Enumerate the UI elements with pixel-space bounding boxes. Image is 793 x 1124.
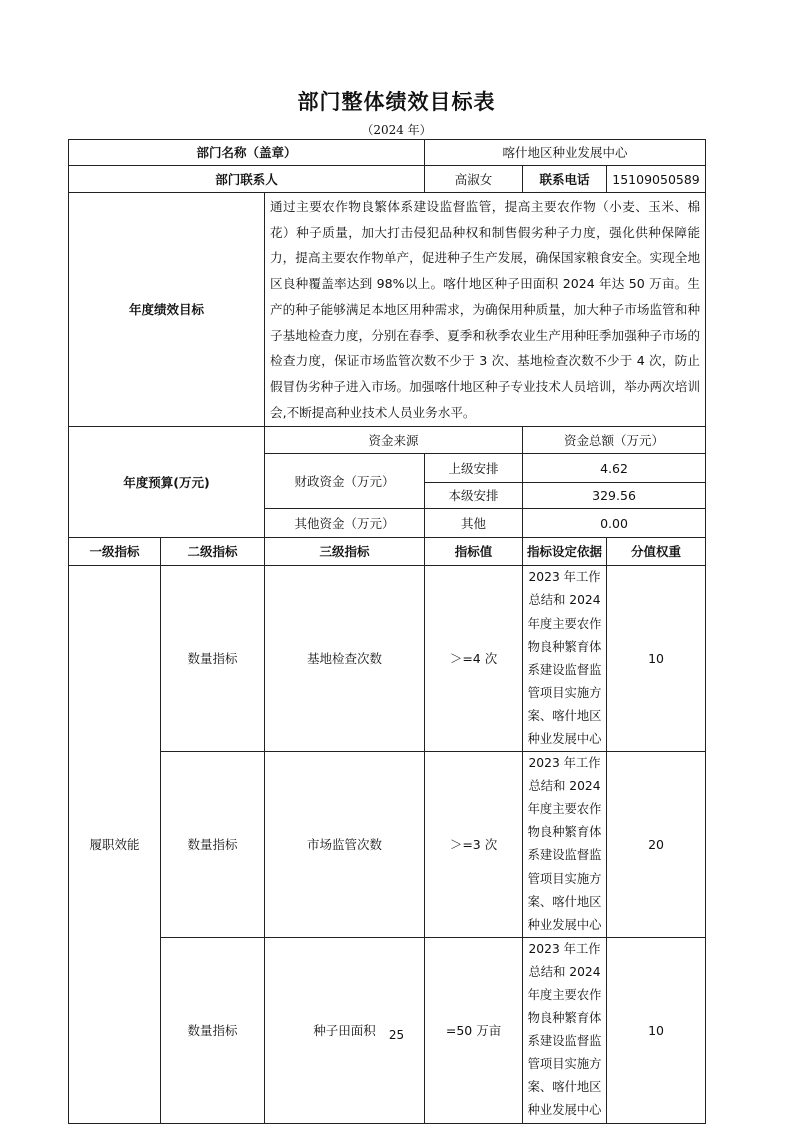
- year-subtitle: （2024 年）: [361, 123, 432, 137]
- level1-header: 一级指标: [69, 538, 161, 566]
- value-header: 指标值: [425, 538, 523, 566]
- other-fund-label: 其他资金（万元）: [265, 509, 425, 538]
- dept-contact-row: [69, 166, 706, 193]
- contact-label: 部门联系人: [69, 166, 425, 193]
- indicator-weight: 10: [607, 937, 706, 1123]
- dept-name-row: [69, 140, 706, 166]
- budget-header-row: [69, 427, 706, 454]
- fund-source-header: 资金来源: [265, 427, 523, 454]
- performance-target-table: [68, 139, 706, 1124]
- annual-goal-label: 年度绩效目标: [69, 193, 265, 427]
- superior-arrangement-value: 4.62: [523, 454, 706, 483]
- fiscal-fund-label: 财政资金（万元）: [265, 454, 425, 509]
- indicator-header-row: [69, 538, 706, 566]
- indicator-value: ＞=4 次: [425, 566, 523, 752]
- indicator-value: ＞=3 次: [425, 752, 523, 938]
- indicator-basis: 2023 年工作总结和 2024 年度主要农作物良种繁育体系建设监督监管项目实施方案、喀什地区种业发展中心: [523, 937, 607, 1123]
- level2-indicator: 数量指标: [161, 566, 265, 752]
- level3-header: 三级指标: [265, 538, 425, 566]
- local-arrangement-value: 329.56: [523, 483, 706, 509]
- level2-indicator: 数量指标: [161, 752, 265, 938]
- fund-total-header: 资金总额（万元）: [523, 427, 706, 454]
- indicator-weight: 20: [607, 752, 706, 938]
- indicator-basis: 2023 年工作总结和 2024 年度主要农作物良种繁育体系建设监督监管项目实施方案、喀什地区种业发展中心: [523, 752, 607, 938]
- level3-indicator: 种子田面积: [265, 937, 425, 1123]
- other-fund-sub-label: 其他: [425, 509, 523, 538]
- page-number: 25: [388, 1028, 405, 1042]
- indicator-weight: 10: [607, 566, 706, 752]
- page-title: 部门整体绩效目标表: [297, 90, 496, 114]
- indicator-value: =50 万亩: [425, 937, 523, 1123]
- dept-name-label: 部门名称（盖章）: [69, 140, 425, 166]
- dept-name-value: 喀什地区种业发展中心: [425, 140, 706, 166]
- annual-budget-label: 年度预算(万元): [69, 427, 265, 538]
- level3-indicator: 基地检查次数: [265, 566, 425, 752]
- contact-value: 高淑女: [425, 166, 523, 193]
- other-fund-value: 0.00: [523, 509, 706, 538]
- weight-header: 分值权重: [607, 538, 706, 566]
- level1-indicator: 履职效能: [69, 566, 161, 1123]
- annual-goal-row: [69, 193, 706, 427]
- phone-label: 联系电话: [523, 166, 607, 193]
- table-row: [69, 752, 706, 938]
- basis-header: 指标设定依据: [523, 538, 607, 566]
- level2-header: 二级指标: [161, 538, 265, 566]
- phone-value: 15109050589: [607, 166, 706, 193]
- level3-indicator: 市场监管次数: [265, 752, 425, 938]
- superior-arrangement-label: 上级安排: [425, 454, 523, 483]
- annual-goal-text: 通过主要农作物良繁体系建设监督监管，提高主要农作物（小麦、玉米、棉花）种子质量，加大打击侵犯品种权和制售假劣种子力度，强化供种保障能力，提高主要农作物单产，促进种子生产发展，确保国家粮食安全。实现全地区良种覆盖率达到 98%以上。喀什地区种子田面积 2024 年达 50 万亩。生产的种子能够满足本地区用种需求，为确保用种质量，加大种子市场监管和种子基地检查力度，分别在春季、夏季和秋季农业生产用种旺季加强种子市场的检查力度，保证市场监管次数不少于 3 次、基地检查次数不少于 4 次，防止假冒伪劣种子进入市场。加强喀什地区种子专业技术人员培训，举办两次培训会,不断提高种业技术人员业务水平。: [265, 193, 706, 427]
- table-row: [69, 566, 706, 752]
- level2-indicator: 数量指标: [161, 937, 265, 1123]
- indicator-basis: 2023 年工作总结和 2024 年度主要农作物良种繁育体系建设监督监管项目实施方案、喀什地区种业发展中心: [523, 566, 607, 752]
- local-arrangement-label: 本级安排: [425, 483, 523, 509]
